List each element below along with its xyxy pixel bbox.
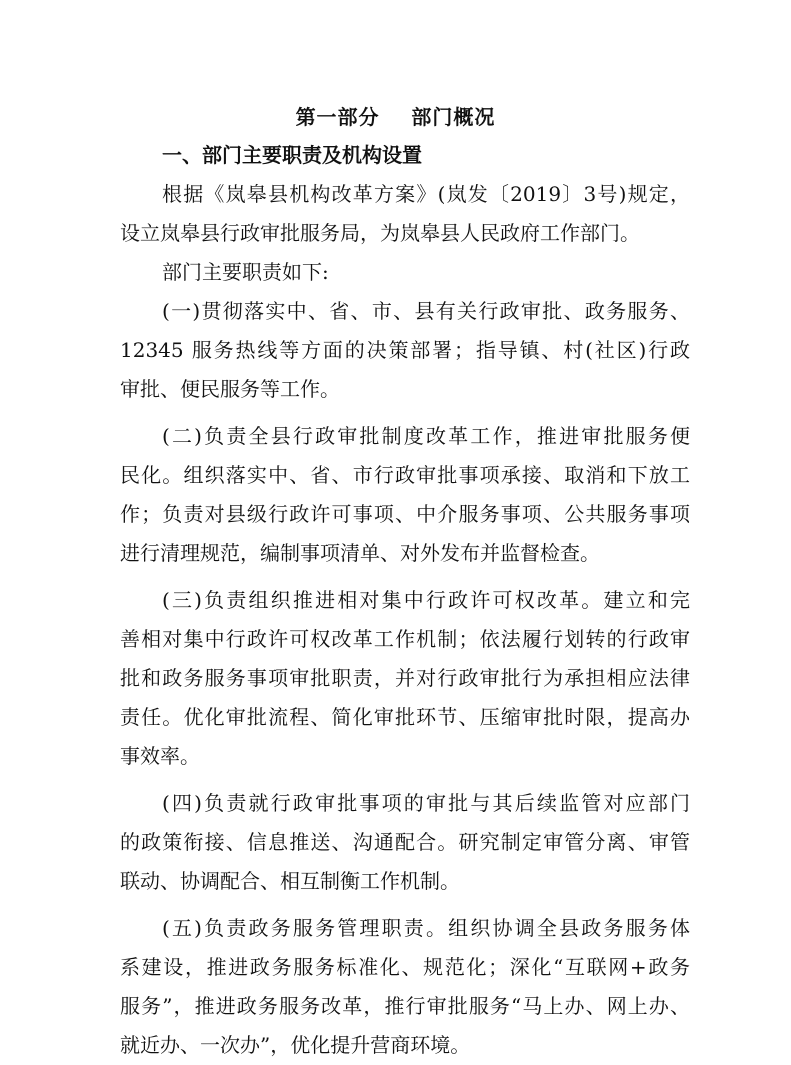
paragraph (120, 175, 690, 253)
paragraph-line: 部门主要职责如下: (162, 260, 329, 284)
document-body (120, 175, 690, 1065)
paragraph (120, 581, 690, 776)
section-title: 一、部门主要职责及机构设置 (162, 143, 422, 167)
paragraph-line: 系建设，推进政务服务标准化、规范化；深化“互联网+政务 (120, 955, 690, 979)
paragraph-line: 进行清理规范，编制事项清单、对外发布并监督检查。 (120, 541, 600, 565)
paragraph (120, 253, 690, 292)
paragraph-line: 联动、协调配合、相互制衡工作机制。 (120, 869, 460, 893)
paragraph (120, 909, 690, 1065)
paragraph-line: (一)贯彻落实中、省、市、县有关行政审批、政务服务、 (162, 299, 690, 323)
paragraph-line: (四)负责就行政审批事项的审批与其后续监管对应部门 (162, 791, 690, 815)
paragraph-line: 批和政务服务事项审批职责，并对行政审批行为承担相应法律 (120, 666, 690, 690)
paragraph-line: 民化。组织落实中、省、市行政审批事项承接、取消和下放工 (120, 463, 690, 487)
paragraph-line: 就近办、一次办”，优化提升营商环境。 (120, 1033, 471, 1057)
paragraph-line: (三)负责组织推进相对集中行政许可权改革。建立和完 (162, 588, 690, 612)
paragraph (120, 784, 690, 901)
paragraph-line: 设立岚皋县行政审批服务局，为岚皋县人民政府工作部门。 (120, 221, 640, 245)
paragraph-line: 根据《岚皋县机构改革方案》(岚发〔2019〕3号)规定， (162, 182, 690, 206)
paragraph-line: 善相对集中行政许可权改革工作机制；依法履行划转的行政审 (120, 627, 690, 651)
paragraph-line: 服务”，推进政务服务改革，推行审批服务“马上办、网上办、 (120, 994, 690, 1018)
part-title: 第一部分 部门概况 (295, 105, 496, 129)
paragraph-line: 作；负责对县级行政许可事项、中介服务事项、公共服务事项 (120, 502, 690, 526)
paragraph-line: 12345 服务热线等方面的决策部署；指导镇、村(社区)行政 (120, 338, 690, 362)
paragraph-line: (二)负责全县行政审批制度改革工作，推进审批服务便 (162, 424, 690, 448)
paragraph-line: 的政策衔接、信息推送、沟通配合。研究制定审管分离、审管 (120, 830, 690, 854)
paragraph-line: 审批、便民服务等工作。 (120, 377, 340, 401)
paragraph (120, 417, 690, 573)
paragraph-line: 责任。优化审批流程、简化审批环节、压缩审批时限，提高办 (120, 705, 690, 729)
paragraph (120, 292, 690, 409)
paragraph-line: 事效率。 (120, 744, 200, 768)
paragraph-line: (五)负责政务服务管理职责。组织协调全县政务服务体 (162, 916, 690, 940)
